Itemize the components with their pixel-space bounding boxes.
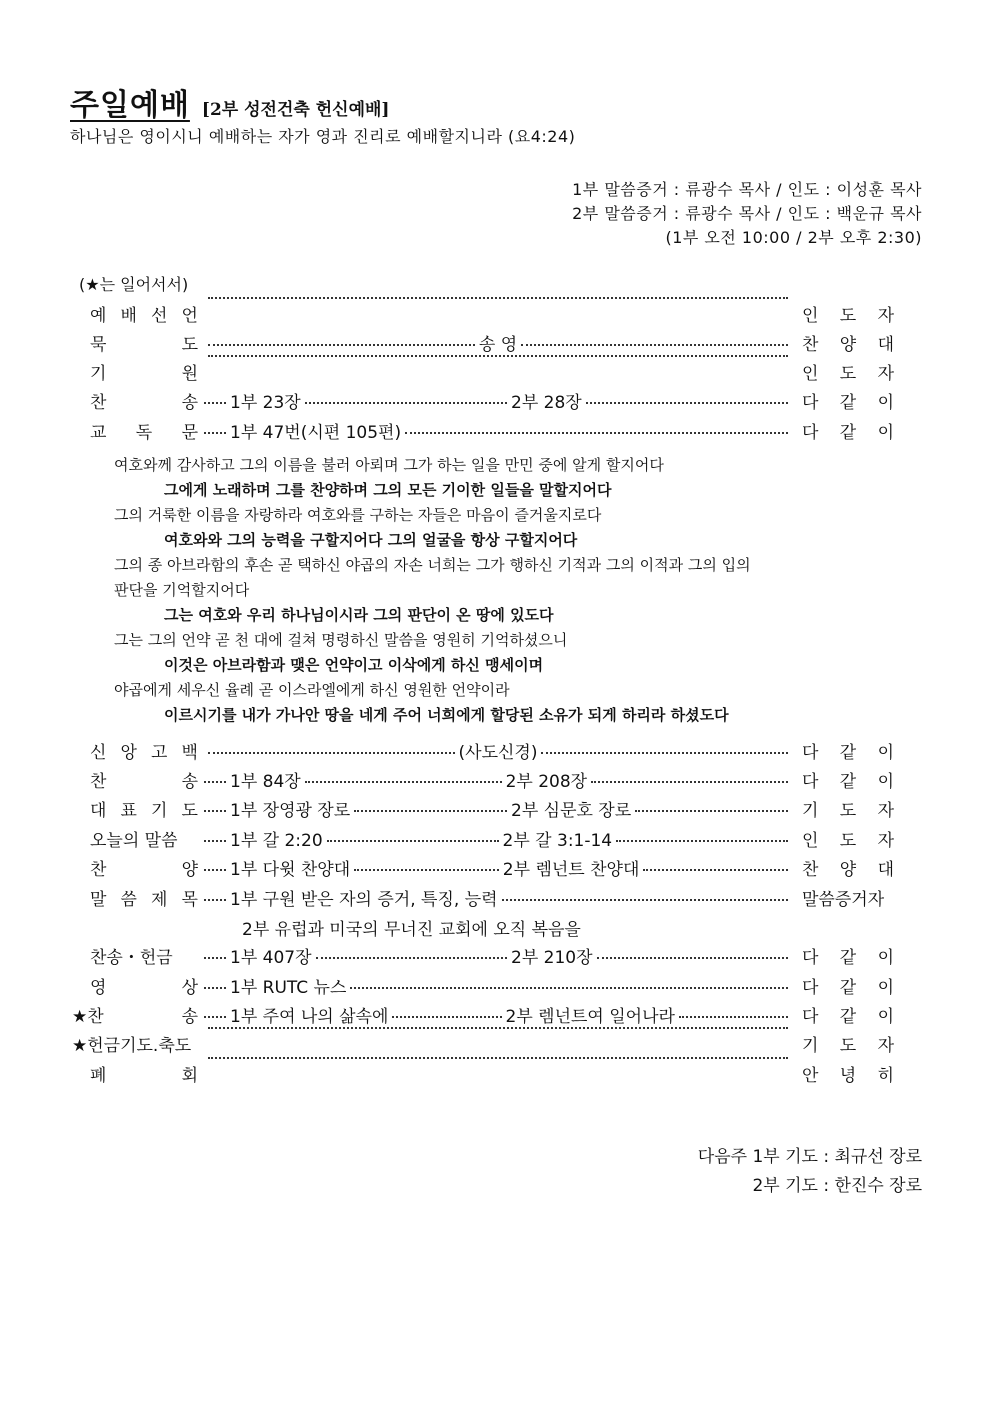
order-label: ★헌금기도.축도 — [72, 1036, 192, 1056]
order-row — [70, 943, 894, 972]
order-label: 폐 회 — [90, 1066, 198, 1086]
order-detail — [204, 1002, 792, 1027]
reading-people-line: 이르시기를 내가 가나안 땅을 네게 주어 너희에게 할당된 소유가 되게 하리라 하셨도다 — [164, 706, 729, 724]
order-detail — [204, 418, 792, 443]
order-participants: 인 도 자 — [802, 306, 894, 326]
order-middle: 2부 렘넌트 찬양대 — [502, 860, 640, 880]
order-row — [70, 973, 894, 1002]
order-row — [70, 738, 894, 767]
order-detail — [204, 855, 792, 880]
order-first: 1부 구원 받은 자의 증거, 특징, 능력 — [230, 890, 498, 910]
order-detail — [204, 301, 792, 303]
order-participants: 안 녕 히 — [802, 1066, 894, 1086]
reading-leader-line: 야곱에게 세우신 율례 곧 이스라엘에게 하신 영원한 언약이라 — [114, 681, 510, 699]
order-first: 1부 장영광 장로 — [230, 801, 351, 821]
page-title: 주일예배 — [70, 88, 190, 123]
reading-leader-line: 그의 종 아브라함의 후손 곧 택하신 야곱의 자손 너희는 그가 행하신 기적과 그의 이적과 그의 입의 — [114, 556, 751, 574]
order-detail — [204, 359, 792, 361]
order-label: 말 씀 제 목 — [90, 890, 198, 910]
order-participants: 찬 양 대 — [802, 335, 894, 355]
next-week-prayer — [698, 1143, 922, 1201]
order-middle: (사도신경) — [458, 743, 538, 763]
order-label: 찬 양 — [90, 860, 198, 880]
order-detail — [204, 1031, 792, 1033]
order-row — [70, 301, 894, 330]
order-first: 1부 주여 나의 삶속에 — [230, 1007, 389, 1027]
order-participants: 다 같 이 — [802, 948, 894, 968]
service-times: (1부 오전 10:00 / 2부 오후 2:30) — [665, 228, 922, 247]
order-middle: 2부 28장 — [511, 393, 582, 413]
order-participants: 다 같 이 — [802, 1007, 894, 1027]
order-participants: 찬 양 대 — [802, 860, 894, 880]
reading-people-line: 여호와와 그의 능력을 구할지어다 그의 얼굴을 항상 구할지어다 — [164, 531, 578, 549]
order-row — [70, 359, 894, 388]
reading-leader-line: 판단을 기억할지어다 — [114, 581, 250, 599]
reading-people-line: 그는 여호와 우리 하나님이시라 그의 판단이 온 땅에 있도다 — [164, 606, 554, 624]
next-week-line-1: 다음주 1부 기도 : 최규선 장로 — [697, 1147, 922, 1167]
order-participants: 다 같 이 — [802, 743, 894, 763]
preacher-info — [572, 178, 922, 250]
sermon-title-part2: 2부 유럽과 미국의 무너진 교회에 오직 복음을 — [242, 920, 581, 940]
order-detail — [204, 738, 792, 763]
order-label: 찬 송 — [90, 772, 198, 792]
order-label: 기 원 — [90, 364, 198, 384]
order-row — [70, 418, 894, 447]
order-row — [70, 796, 894, 825]
order-first: 1부 갈 2:20 — [230, 831, 323, 851]
reading-people-line: 이것은 아브라함과 맺은 언약이고 이삭에게 하신 맹세이며 — [164, 656, 544, 674]
order-middle: 송 영 — [478, 335, 518, 355]
order-detail — [204, 1061, 792, 1063]
order-first: 1부 407장 — [230, 948, 312, 968]
order-label: 찬송・헌금 — [90, 948, 173, 968]
reading-leader-line: 그의 거룩한 이름을 자랑하라 여호와를 구하는 자들은 마음이 즐거울지로다 — [114, 506, 602, 524]
order-label: 대 표 기 도 — [90, 801, 198, 821]
order-row — [70, 767, 894, 796]
order-participants: 다 같 이 — [802, 423, 894, 443]
order-detail — [204, 826, 792, 851]
order-row — [70, 826, 894, 855]
order-detail — [204, 767, 792, 792]
reading-people-line: 그에게 노래하며 그를 찬양하며 그의 모든 기이한 일들을 말할지어다 — [164, 481, 612, 499]
reading-leader-line: 그는 그의 언약 곧 천 대에 걸쳐 명령하신 말씀을 영원히 기억하셨으니 — [114, 631, 568, 649]
page-subtitle: [2부 성전건축 헌신예배] — [201, 100, 390, 120]
preacher-line-2: 2부 말씀증거 : 류광수 목사 / 인도 : 백운규 목사 — [572, 204, 922, 223]
next-week-line-2: 2부 기도 : 한진수 장로 — [752, 1176, 922, 1196]
order-label: 오늘의 말씀 — [90, 831, 178, 851]
order-row — [70, 885, 894, 914]
order-label: 예 배 선 언 — [90, 306, 198, 326]
order-middle: 2부 208장 — [505, 772, 588, 792]
order-participants: 기 도 자 — [802, 801, 894, 821]
order-row — [70, 388, 894, 417]
order-row — [70, 855, 894, 884]
order-label: 신 앙 고 백 — [90, 743, 198, 763]
standing-note: (★는 일어서서) — [79, 275, 189, 294]
order-label: 묵 도 — [90, 335, 198, 355]
order-participants: 말씀증거자 — [802, 890, 885, 910]
order-first: 1부 23장 — [230, 393, 301, 413]
reading-leader-line: 여호와께 감사하고 그의 이름을 불러 아뢰며 그가 하는 일을 만민 중에 알게 할지어다 — [114, 456, 664, 474]
order-label: 교 독 문 — [90, 423, 198, 443]
order-detail — [204, 885, 792, 910]
order-first: 1부 84장 — [230, 772, 301, 792]
order-first: 1부 다윗 찬양대 — [230, 860, 351, 880]
order-middle: 2부 심문호 장로 — [511, 801, 632, 821]
order-participants: 인 도 자 — [802, 364, 894, 384]
order-participants: 기 도 자 — [802, 1036, 894, 1056]
preacher-line-1: 1부 말씀증거 : 류광수 목사 / 인도 : 이성훈 목사 — [572, 180, 922, 199]
order-middle: 2부 210장 — [511, 948, 593, 968]
order-middle: 2부 렘넌트여 일어나라 — [505, 1007, 675, 1027]
scripture-verse: 하나님은 영이시니 예배하는 자가 영과 진리로 예배할지니라 (요4:24) — [70, 127, 576, 146]
order-detail — [204, 973, 792, 998]
order-detail — [204, 943, 792, 968]
order-first: 1부 47번(시편 105편) — [230, 423, 402, 443]
order-participants: 다 같 이 — [802, 393, 894, 413]
order-middle: 2부 갈 3:1-14 — [502, 831, 613, 851]
order-label: 영 상 — [90, 978, 198, 998]
order-label: 찬 송 — [90, 393, 198, 413]
order-row — [70, 1031, 894, 1060]
title-row — [70, 80, 389, 124]
order-participants: 다 같 이 — [802, 978, 894, 998]
order-row — [70, 1061, 894, 1090]
order-detail — [204, 330, 792, 355]
order-detail — [204, 388, 792, 413]
order-detail — [204, 796, 792, 821]
order-participants: 다 같 이 — [802, 772, 894, 792]
order-label: ★찬 송 — [72, 1007, 198, 1027]
order-first: 1부 RUTC 뉴스 — [230, 978, 347, 998]
order-participants: 인 도 자 — [802, 831, 894, 851]
